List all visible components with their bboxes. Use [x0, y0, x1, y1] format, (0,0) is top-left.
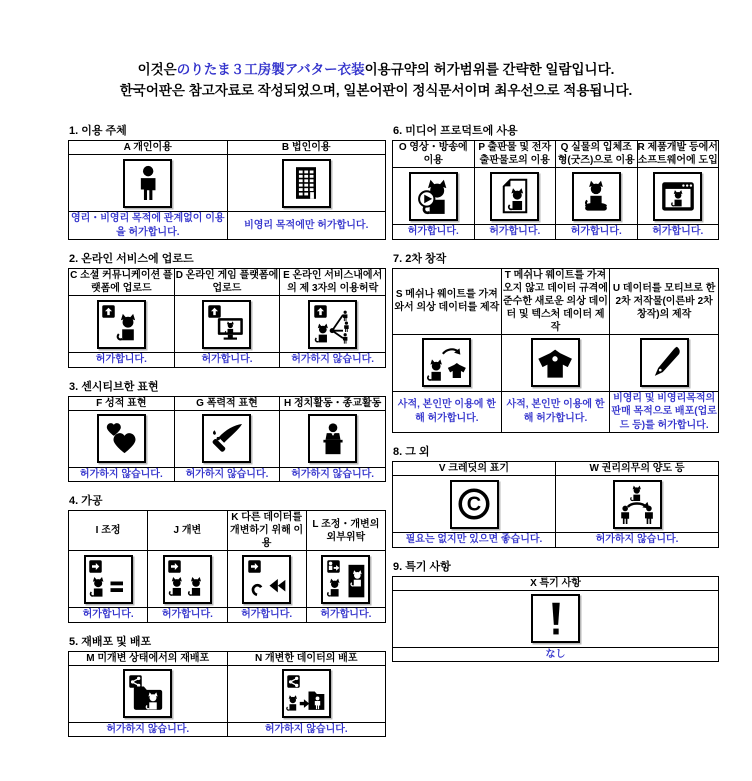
title-line2: 한국어판은 참고자료로 작성되었으며, 일본어판이 정식문서이며 최우선으로 적용됩니다. [119, 82, 633, 98]
item-label-D: D 온라인 게임 플랫폼에 업로드 [175, 270, 279, 294]
item-label-I: I 조정 [69, 511, 148, 551]
item-label-J: J 개변 [148, 511, 227, 551]
item-label-T: T 메쉬나 웨이트를 가져오지 않고 데이터 규격에 준수한 새로운 의상 데이터 및 텍스처 데이터 제작 [503, 269, 608, 333]
item-icon-cell-O [393, 168, 475, 225]
item-result-G: 허가하지 않습니다. [174, 467, 280, 482]
outsource-icon [321, 555, 370, 604]
left-column [68, 122, 386, 747]
right-column [392, 122, 719, 672]
title-line1 [0, 60, 752, 81]
permission-table [68, 140, 386, 240]
permission-table [392, 461, 719, 548]
video-broadcast-icon [409, 172, 458, 221]
title-line1-prefix: 이것은 [137, 62, 177, 77]
permission-table [68, 510, 386, 623]
item-icon-cell-M [69, 665, 228, 722]
item-result-U: 비영리 및 비영리목적의 판매 목적으로 배포(업로드 등)를 허가합니다. [611, 392, 717, 431]
building-icon [282, 159, 331, 208]
permission-table [392, 268, 719, 434]
item-result-Q: 허가합니다. [556, 225, 638, 240]
item-icon-cell-S [393, 334, 502, 391]
item-result-E: 허가하지 않습니다. [280, 353, 386, 368]
publication-icon [490, 172, 539, 221]
permission-table [68, 651, 386, 738]
item-result-I: 허가합니다. [69, 608, 148, 623]
item-label-U: U 데이터를 모티브로 한 2차 저작물(이른바 2차 창작)의 제작 [610, 268, 719, 334]
title-line1-suffix: 이용규약의 허가범위를 간략한 일람입니다. [364, 62, 615, 77]
item-icon-cell-A [69, 155, 228, 212]
item-label-R: R 제품개발 등에서 소프트웨어에 도입 [637, 142, 718, 166]
item-label-V: V 크레딧의 표기 [393, 462, 556, 476]
goods-figure-icon [572, 172, 621, 221]
item-icon-cell-W [556, 476, 719, 533]
adjust-icon [84, 555, 133, 604]
item-icon-cell-H [280, 410, 386, 467]
section-title: 7. 2차 창작 [393, 252, 447, 265]
svg-text:C: C [466, 493, 482, 516]
permission-table [68, 268, 386, 368]
item-result-J: 허가합니다. [148, 608, 227, 623]
section-9 [392, 558, 719, 663]
item-label-L: L 조정・개변의 외부위탁 [306, 511, 385, 551]
section-3 [68, 378, 386, 483]
item-label-M: M 미개변 상태에서의 재배포 [69, 651, 228, 665]
item-label-G: G 폭력적 표현 [174, 396, 280, 410]
redistribute-folder-icon [123, 669, 172, 718]
item-label-Q: Q 실물의 입체조형(굿즈)으로 이용 [556, 141, 638, 168]
item-result-X: なし [393, 647, 719, 662]
item-icon-cell-P [474, 168, 556, 225]
upload-thirdparty-icon [308, 300, 357, 349]
item-icon-cell-K [227, 551, 306, 608]
section-6 [392, 122, 719, 240]
item-result-O: 허가합니다. [393, 225, 475, 240]
item-result-P: 허가합니다. [474, 225, 556, 240]
item-result-A: 영리・비영리 목적에 관계없이 이용을 허가합니다. [69, 212, 228, 240]
item-result-B: 비영리 목적에만 허가합니다. [227, 212, 386, 240]
item-label-E: E 온라인 서비스내에서의 제 3자의 이용허락 [280, 269, 386, 296]
item-label-A: A 개인이용 [69, 141, 228, 155]
item-icon-cell-I [69, 551, 148, 608]
item-label-O: O 영상・방송에 이용 [393, 141, 475, 168]
new-costume-icon [531, 338, 580, 387]
item-icon-cell-T [501, 334, 610, 391]
item-result-M: 허가하지 않습니다. [69, 722, 228, 737]
section-title: 8. 그 외 [393, 446, 430, 458]
section-title: 6. 미디어 프로덕트에 사용 [393, 125, 518, 137]
software-window-icon [653, 172, 702, 221]
item-label-N: N 개변한 데이터의 배포 [227, 651, 386, 665]
item-label-K: K 다른 데이터를 개변하기 위해 이용 [227, 511, 306, 551]
modify-icon [163, 555, 212, 604]
permission-table [392, 576, 719, 663]
item-label-H: H 정치활동・종교활동 [280, 396, 386, 410]
item-result-L: 허가합니다. [306, 608, 385, 623]
section-7 [392, 250, 719, 434]
section-title: 1. 이용 주체 [69, 125, 127, 137]
item-label-X: X 특기 사항 [393, 576, 719, 590]
item-label-W: W 권리의무의 양도 등 [556, 462, 719, 476]
hearts-icon [97, 414, 146, 463]
item-icon-cell-B [227, 155, 386, 212]
item-label-S: S 메쉬나 웨이트를 가져와서 의상 데이터를 제작 [393, 268, 502, 334]
item-result-V: 필요는 없지만 있으면 좋습니다. [393, 533, 556, 548]
item-icon-cell-L [306, 551, 385, 608]
distribute-modified-icon [282, 669, 331, 718]
permission-table [392, 140, 719, 240]
item-label-C: C 소셜 커뮤니케이션 플랫폼에 업로드 [70, 270, 173, 294]
podium-icon [308, 414, 357, 463]
item-icon-cell-F [69, 410, 175, 467]
item-icon-cell-G [174, 410, 280, 467]
item-result-W: 허가하지 않습니다. [556, 533, 719, 548]
item-result-H: 허가하지 않습니다. [280, 467, 386, 482]
item-icon-cell-D [174, 296, 280, 353]
section-title: 5. 재배포 및 배포 [69, 635, 152, 648]
section-title: 3. 센시티브한 표현 [69, 380, 159, 393]
section-title: 4. 가공 [69, 495, 103, 507]
item-result-T: 사적, 본인만 이용에 한해 허가합니다. [501, 391, 610, 433]
rights-transfer-icon [613, 480, 662, 529]
section-4 [68, 492, 386, 623]
item-icon-cell-X [393, 590, 719, 647]
item-icon-cell-V [393, 476, 556, 533]
item-icon-cell-J [148, 551, 227, 608]
exclamation-icon [531, 594, 580, 643]
item-result-F: 허가하지 않습니다. [69, 467, 175, 482]
item-result-D: 허가합니다. [174, 353, 280, 368]
fanart-pen-icon [640, 338, 689, 387]
item-result-N: 허가하지 않습니다. [227, 722, 386, 737]
copyright-icon [450, 480, 499, 529]
section-title: 2. 온라인 서비스에 업로드 [69, 253, 194, 265]
upload-game-icon [202, 300, 251, 349]
section-5 [68, 633, 386, 738]
item-result-S: 사적, 본인만 이용에 한해 허가합니다. [393, 391, 502, 433]
page-title [0, 60, 752, 102]
item-label-B: B 법인이용 [227, 141, 386, 155]
item-result-C: 허가합니다. [69, 353, 175, 368]
item-icon-cell-N [227, 665, 386, 722]
section-1 [68, 122, 386, 240]
modify-other-data-icon [242, 555, 291, 604]
section-title: 9. 특기 사항 [393, 560, 451, 573]
item-result-R: 허가합니다. [637, 225, 719, 240]
section-8 [392, 443, 719, 548]
item-icon-cell-U [610, 334, 719, 391]
item-result-K: 허가합니다. [227, 608, 306, 623]
permission-table [68, 396, 386, 483]
item-icon-cell-Q [556, 168, 638, 225]
item-label-F: F 성적 표현 [69, 396, 175, 410]
mesh-costume-icon [422, 338, 471, 387]
person-icon [123, 159, 172, 208]
item-icon-cell-R [637, 168, 719, 225]
upload-social-icon [97, 300, 146, 349]
section-2 [68, 250, 386, 368]
knife-icon [202, 414, 251, 463]
item-label-P: P 출판물 및 전자출판물로의 이용 [474, 141, 556, 168]
item-icon-cell-E [280, 296, 386, 353]
title-line1-accent: のりたま３工房製アバター衣装 [176, 62, 365, 77]
item-icon-cell-C [69, 296, 175, 353]
